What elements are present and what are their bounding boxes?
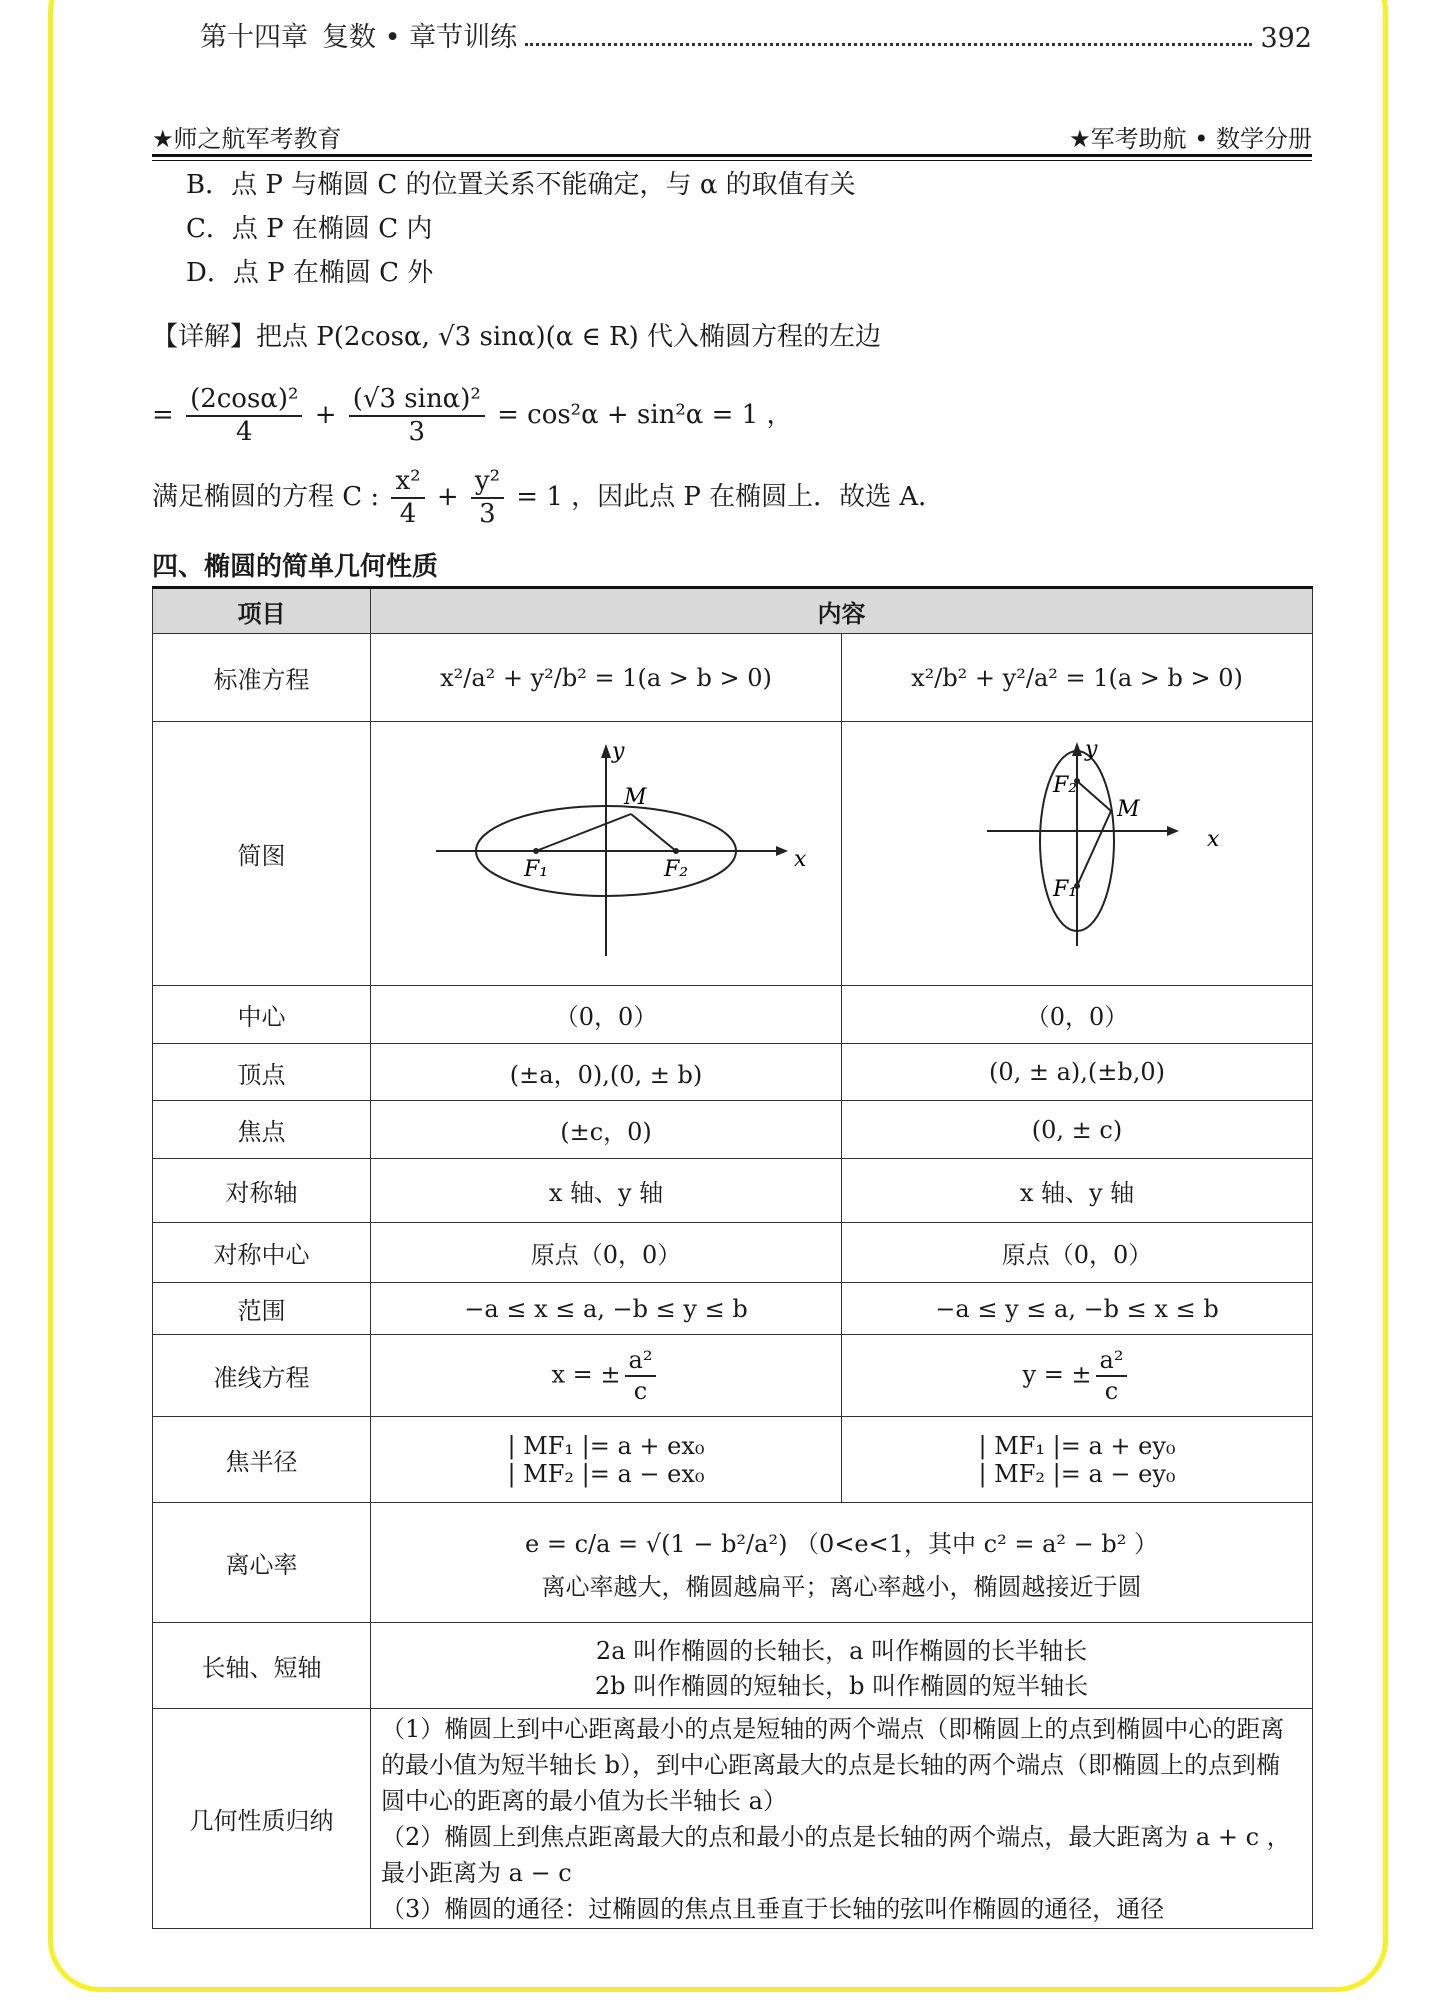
label-eccentricity: 离心率 <box>153 1503 371 1623</box>
range-left: −a ≤ x ≤ a, −b ≤ y ≤ b <box>371 1283 842 1335</box>
running-header <box>152 114 1312 154</box>
solution-result: = cos²α + sin²α = 1 ， <box>497 400 793 431</box>
label-directrix: 准线方程 <box>153 1335 371 1417</box>
toc-title: 复数 • 章节训练 <box>322 22 518 53</box>
properties-table <box>152 586 1313 1929</box>
eccentricity-formula: e = c/a = √(1 − b²/a²) （0<e<1，其中 c² = a² − b² ） <box>525 1529 1158 1558</box>
toc-page: 392 <box>1260 23 1312 54</box>
diagram-left-f2-label: F₂ <box>664 856 689 882</box>
label-axes-length: 长轴、短轴 <box>153 1623 371 1709</box>
focal-radius-right: | MF₁ |= a + ey₀ | MF₂ |= a − ey₀ <box>842 1417 1313 1503</box>
option-c-text: 点 P 在椭圆 C 内 <box>231 214 433 244</box>
center-right: （0，0） <box>842 986 1313 1044</box>
label-symmetry-center: 对称中心 <box>153 1223 371 1283</box>
label-focal-radius: 焦半径 <box>153 1417 371 1503</box>
header-right: ★军考助航 • 数学分册 <box>1069 125 1312 153</box>
label-axes: 对称轴 <box>153 1159 371 1223</box>
axes-left: x 轴、y 轴 <box>371 1159 842 1223</box>
focal-radius-left: | MF₁ |= a + ex₀ | MF₂ |= a − ex₀ <box>371 1417 842 1503</box>
standard-eq-left: x²/a² + y²/b² = 1(a > b > 0) <box>371 634 842 722</box>
label-summary: 几何性质归纳 <box>153 1709 371 1929</box>
solution-line-2: = $\frac{\text{(2cosα)²}}{4}$ + $\frac{\text{(√3 sinα)²}}{3}$ = cos²α + sin²α = 1 ， <box>152 384 793 448</box>
toc-chapter: 第十四章 <box>200 22 308 53</box>
summary-content: （1）椭圆上到中心距离最小的点是短轴的两个端点（即椭圆上的点到椭圆中心的距离的最小值为短半轴长 b），到中心距离最大的点是长轴的两个端点（即椭圆上的点到椭圆中心的距离的最小值为长半轴长 a） （2）椭圆上到焦点距离最大的点和最小的点是长轴的两个端点，最大距离为 a + c ，最小距离为 a − c （3）椭圆的通径：过椭圆的焦点且垂直于长轴的弦叫作椭圆的通径，通径 <box>371 1709 1313 1929</box>
vertices-left: (±a，0),(0, ± b) <box>371 1044 842 1101</box>
directrix-left: x = ± $\frac{\text{a²}}{c}$ <box>371 1335 842 1417</box>
label-range: 范围 <box>153 1283 371 1335</box>
label-center: 中心 <box>153 986 371 1044</box>
diagram-right-m-label: M <box>1117 796 1140 822</box>
option-c-letter: C． <box>186 214 232 244</box>
label-standard-eq: 标准方程 <box>153 634 371 722</box>
solution-line-1 <box>152 316 881 353</box>
header-content: 内容 <box>371 588 1313 634</box>
standard-eq-right: x²/b² + y²/a² = 1(a > b > 0) <box>842 634 1313 722</box>
center-left: （0，0） <box>371 986 842 1044</box>
option-d <box>186 252 433 289</box>
symmetry-center-right: 原点（0，0） <box>842 1223 1313 1283</box>
axes-length-content: 2a 叫作椭圆的长轴长，a 叫作椭圆的长半轴长 2b 叫作椭圆的短轴长，b 叫作椭圆的短半轴长 <box>371 1623 1313 1709</box>
header-rule <box>152 154 1312 157</box>
diagram-right-f2-label: F₂ <box>1053 772 1078 798</box>
vertical-ellipse-diagram <box>877 736 1277 966</box>
header-item: 项目 <box>153 588 371 634</box>
fraction-2: $\frac{\text{(√3 sinα)²}}{3}$ <box>349 384 485 448</box>
fraction-1: $\frac{\text{(2cosα)²}}{4}$ <box>186 384 302 448</box>
diagram-left-m-label: M <box>624 784 647 810</box>
range-right: −a ≤ y ≤ a, −b ≤ x ≤ b <box>842 1283 1313 1335</box>
eccentricity-note: 离心率越大，椭圆越扁平；离心率越小，椭圆越接近于圆 <box>541 1572 1142 1601</box>
option-b-letter: B． <box>186 170 232 200</box>
diagram-left-y-label: y <box>612 738 625 764</box>
diagram-right-x-label: x <box>1207 826 1220 852</box>
diagram-right-f1-label: F₁ <box>1053 876 1078 902</box>
horizontal-ellipse-diagram <box>406 736 806 966</box>
axes-right: x 轴、y 轴 <box>842 1159 1313 1223</box>
diagram-left-x-label: x <box>794 846 806 872</box>
solution-text-1: 把点 P(2cosα, √3 sinα)(α ∈ R) 代入椭圆方程的左边 <box>256 322 882 352</box>
option-d-letter: D． <box>186 258 233 288</box>
header-left: ★师之航军考教育 <box>152 125 342 153</box>
section-title: 四、椭圆的简单几何性质 <box>152 552 439 582</box>
label-vertices: 顶点 <box>153 1044 371 1101</box>
foci-right: (0, ± c) <box>842 1101 1313 1159</box>
diagram-right-y-label: y <box>1085 736 1098 762</box>
label-diagram: 简图 <box>153 722 371 986</box>
diagram-left <box>371 722 842 986</box>
toc-dots <box>525 43 1252 46</box>
option-b <box>186 164 856 201</box>
fraction-3: $\frac{\text{x²}}{4}$ <box>391 466 424 530</box>
diagram-right <box>842 722 1313 986</box>
vertices-right: (0, ± a),(±b,0) <box>842 1044 1313 1101</box>
diagram-left-f1-label: F₁ <box>524 856 549 882</box>
option-c <box>186 208 432 245</box>
label-foci: 焦点 <box>153 1101 371 1159</box>
foci-left: (±c，0) <box>371 1101 842 1159</box>
directrix-right: y = ± $\frac{\text{a²}}{c}$ <box>842 1335 1313 1417</box>
solution-tag: 【详解】 <box>152 322 257 352</box>
option-d-text: 点 P 在椭圆 C 外 <box>232 258 434 288</box>
solution-line3-prefix: 满足椭圆的方程 C : <box>152 482 380 513</box>
toc-line <box>200 14 1312 54</box>
header-rule-thin <box>152 160 1312 161</box>
eccentricity-content <box>371 1503 1313 1623</box>
solution-line-3: 满足椭圆的方程 C : $\frac{\text{x²}}{4}$ + $\frac{\text{y²}}{3}$ = 1 ，因此点 P 在椭圆上．故选 A． <box>152 466 945 530</box>
symmetry-center-left: 原点（0，0） <box>371 1223 842 1283</box>
fraction-4: $\frac{\text{y²}}{3}$ <box>471 466 504 530</box>
solution-line3-suffix: = 1 ，因此点 P 在椭圆上．故选 A． <box>516 482 945 513</box>
option-b-text: 点 P 与椭圆 C 的位置关系不能确定，与 α 的取值有关 <box>231 170 856 200</box>
